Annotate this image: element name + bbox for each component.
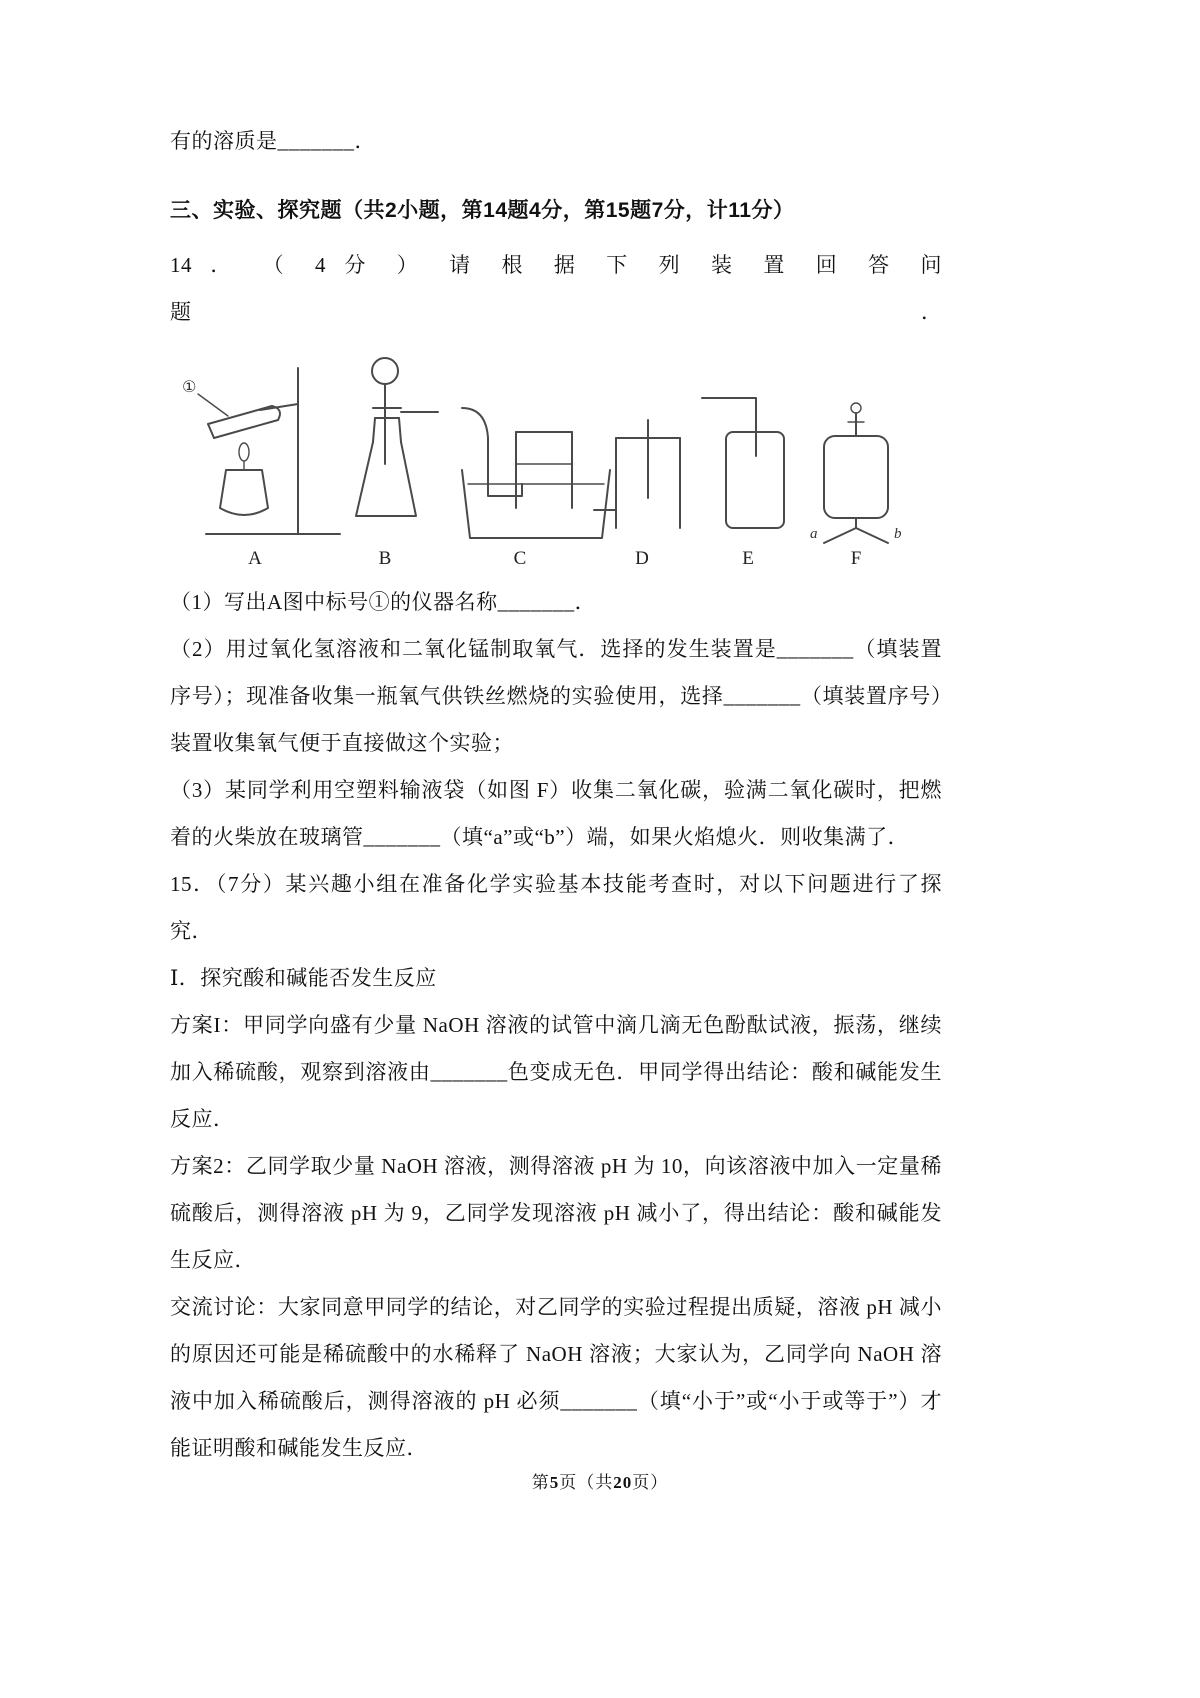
figure-label-a: A — [248, 548, 262, 569]
figure-label-f: F — [850, 548, 862, 569]
apparatus-letter-labels — [248, 548, 861, 569]
q15-plan1: 方案I：甲同学向盛有少量 NaOH 溶液的试管中滴几滴无色酚酞试液，振荡，继续加入稀硫酸，观察到溶液由_______色变成无色．甲同学得出结论：酸和碱能发生反应． — [170, 1013, 942, 1131]
tube-a-label: a — [810, 526, 818, 542]
q15-stem: 15．（7分）某兴趣小组在准备化学实验基本技能考查时，对以下问题进行了探究． — [170, 872, 942, 943]
tube-b-label: b — [894, 526, 902, 542]
q14-part3: （3）某同学利用空塑料输液袋（如图 F）收集二氧化碳，验满二氧化碳时，把燃着的火柴放在玻璃管_______（填“a”或“b”）端，如果火焰熄火．则收集满了． — [170, 778, 942, 849]
apparatus-c-water-trough — [462, 408, 610, 538]
q15-discussion: 交流讨论：大家同意甲同学的结论，对乙同学的实验过程提出质疑，溶液 pH 减小的原因还可能是稀硫酸中的水稀释了 NaOH 溶液；大家认为，乙同学向 NaOH 溶液中加入稀硫酸后，测得溶液的 pH 必须_______（填“小于”或“小于或等于”）才能证明酸和碱能发生反应． — [170, 1295, 942, 1460]
q14-part1: （1）写出A图中标号①的仪器名称_______． — [170, 590, 597, 614]
apparatus-b-flask-generator — [356, 358, 438, 516]
q14-part2: （2）用过氧化氢溶液和二氧化锰制取氧气．选择的发生装置是_______（填装置序号）；现准备收集一瓶氧气供铁丝燃烧的实验使用，选择_______（填装置序号）装置收集氧气便于直接做这个实验； — [170, 637, 942, 755]
q15-plan2: 方案2：乙同学取少量 NaOH 溶液，测得溶液 pH 为 10，向该溶液中加入一定量稀硫酸后，测得溶液 pH 为 9，乙同学发现溶液 pH 减小了，得出结论：酸和碱能发生反应． — [170, 1154, 942, 1272]
apparatus-d-gas-collector — [594, 420, 680, 528]
figure-label-e: E — [742, 548, 754, 569]
q14-stem-line2-left: 题 — [170, 300, 191, 324]
page-footer — [0, 1468, 1200, 1493]
q14-stem-line2-right: ． — [921, 300, 942, 324]
footer-text-suffix: 页） — [632, 1473, 669, 1492]
figure-label-c: C — [513, 548, 527, 569]
footer-text-mid: 页（共 — [559, 1473, 614, 1492]
figure-label-b: B — [378, 548, 392, 569]
footer-text-prefix: 第 — [531, 1473, 550, 1492]
figure-label-d: D — [635, 548, 649, 569]
section-heading: 三、实验、探究题（共2小题，第14题4分，第15题7分，计11分） — [170, 199, 795, 222]
footer-total-pages: 20 — [613, 1473, 633, 1492]
page-content — [170, 118, 942, 1472]
footer-page-number: 5 — [549, 1473, 560, 1492]
apparatus-illustration — [170, 346, 942, 571]
q15-part-i-heading: Ⅰ．探究酸和碱能否发生反应 — [170, 966, 437, 990]
q14-stem-line2 — [170, 289, 942, 336]
apparatus-svg — [170, 346, 942, 571]
apparatus-a-part-number-label: ① — [182, 377, 197, 396]
apparatus-a-heated-test-tube — [182, 368, 340, 534]
apparatus-f-infusion-bag — [810, 403, 902, 543]
q14-stem-line1: 14 ． （ 4 分 ） 请 根 据 下 列 装 置 回 答 问 — [170, 253, 942, 277]
continuation-text: 有的溶质是_______． — [170, 129, 376, 153]
apparatus-e-gas-bottle — [702, 398, 784, 528]
